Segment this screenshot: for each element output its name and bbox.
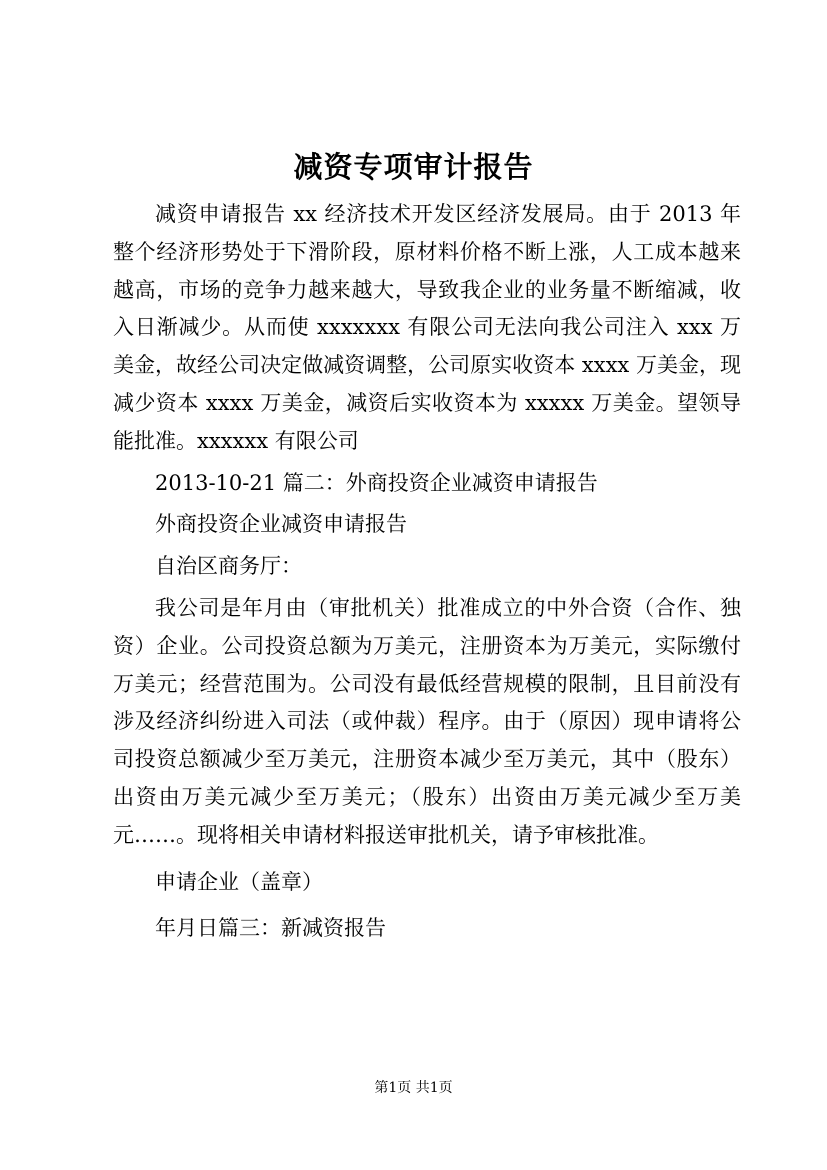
page-footer: 第1页 共1页: [374, 1080, 453, 1096]
paragraph-date-part-two: 2013-10-21 篇二：外商投资企业减资申请报告: [155, 470, 598, 495]
paragraph-applicant-seal: 申请企业（盖章）: [155, 869, 323, 894]
paragraph-date-part-three: 年月日篇三：新减资报告: [155, 916, 386, 941]
document-title: 减资专项审计报告: [293, 150, 534, 184]
paragraph-application-report: 减资申请报告 xx 经济技术开发区经济发展局。由于 2013 年整个经济形势处于下滑阶段，原材料价格不断上涨，人工成本越来越高，市场的竞争力越来越大，导致我企业的业务量不断缩减，收入日渐减少。从而使 xxxxxxx 有限公司无法向我公司注入 xxx 万美金，故经公司决定做减资调整，公司原实收资本 xxxx 万美金，现减少资本 xxxx 万美金，减资后实收资本为 xxxxx 万美金。望领导能批准。xxxxxx 有限公司: [113, 202, 741, 453]
document-body: [113, 196, 741, 948]
paragraph-subtitle: 外商投资企业减资申请报告: [155, 512, 407, 537]
paragraph-application-body: 我公司是年月由（审批机关）批准成立的中外合资（合作、独资）企业。公司投资总额为万美元，注册资本为万美元，实际缴付万美元；经营范围为。公司没有最低经营规模的限制，且目前没有涉及经济纠纷进入司法（或仲裁）程序。由于（原因）现申请将公司投资总额减少至万美元，注册资本减少至万美元，其中（股东）出资由万美元减少至万美元；（股东）出资由万美元减少至万美元……。现将相关申请材料报送审批机关，请予审核批准。: [113, 595, 741, 847]
paragraph-addressee: 自治区商务厅：: [155, 554, 302, 579]
